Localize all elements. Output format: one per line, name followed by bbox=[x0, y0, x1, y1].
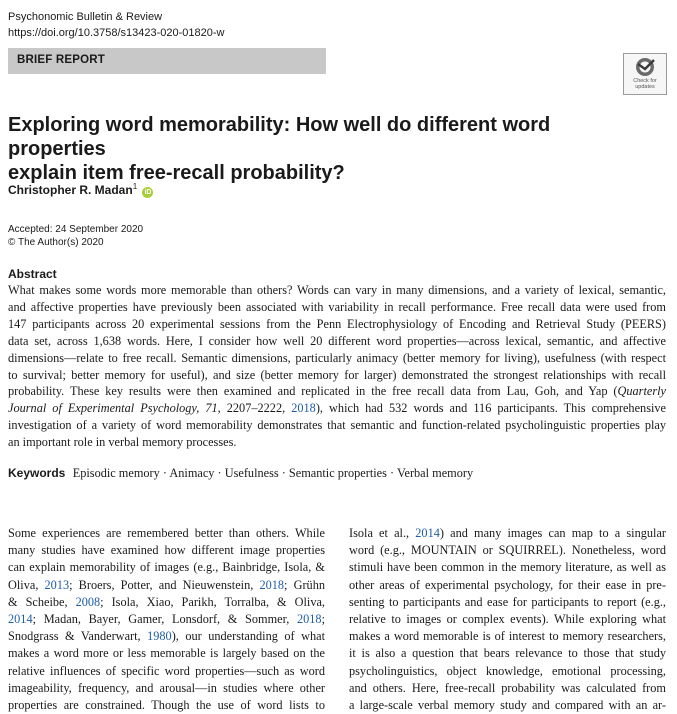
body-line: Some experiences are remembered better than others. While bbox=[8, 526, 325, 540]
orcid-icon[interactable]: iD bbox=[144, 189, 152, 196]
citation-link[interactable]: 2014 bbox=[8, 612, 33, 627]
accepted-date: Accepted: 24 September 2020 bbox=[8, 224, 144, 235]
check-for-updates-badge[interactable] bbox=[623, 53, 667, 95]
citation-link[interactable]: 2013 bbox=[44, 577, 70, 592]
journal-italic: Journal of Experimental Psychology, 71 bbox=[8, 401, 218, 416]
body-line: makes a word more or less memorable is largely based on the bbox=[8, 646, 325, 661]
keyword: Episodic memory bbox=[72, 466, 160, 480]
body-line: properties are constrained. Though the use of word lists to bbox=[8, 698, 325, 713]
abstract-line: dimensions—relate to free recall. Semantic dimensions, particularly animacy (better memory for living), usefulness (with respect bbox=[8, 350, 666, 365]
keywords-label: Keywords bbox=[8, 466, 66, 480]
body-line: stimuli have been common in the memory literature, as well as bbox=[349, 560, 666, 575]
keyword: Usefulness bbox=[224, 466, 279, 480]
body-line: relative influences of specific word properties—such as word bbox=[8, 663, 325, 678]
report-type-band bbox=[8, 48, 326, 74]
author-name[interactable]: Christopher R. Madan bbox=[8, 183, 133, 197]
body-line: Isola et al., 2014) and many images can map to a singular bbox=[349, 526, 666, 540]
doi-link[interactable]: https://doi.org/10.3758/s13423-020-01820-w bbox=[8, 27, 225, 39]
abstract-line: an important role in verbal memory processes. bbox=[8, 435, 237, 450]
body-line: a large-scale verbal memory study and compared with an ar- bbox=[349, 698, 666, 713]
body-line: other areas of experimental psychology, for their ease in pre- bbox=[349, 577, 666, 592]
body-line: makes a word memorable is of interest to memory researchers, bbox=[349, 629, 666, 644]
body-line: & Scheibe, 2008; Isola, Xiao, Parikh, Torralba, & Oliva, bbox=[8, 594, 326, 609]
body-column-left bbox=[8, 525, 325, 714]
abstract-heading: Abstract bbox=[8, 267, 57, 281]
citation-link[interactable]: 2008 bbox=[75, 594, 101, 609]
article-dates bbox=[8, 223, 143, 249]
keyword: Semantic properties bbox=[288, 466, 387, 480]
abstract-line: What makes some words more memorable than others? Words can vary in many dimensions, and a variety of lexical, semantic, bbox=[8, 283, 666, 297]
body-line: many studies have examined how different image properties bbox=[8, 543, 325, 558]
body-line: imageability, frequency, and arousal—in studies where other bbox=[8, 680, 325, 695]
abstract-line: to survival; better memory for useful), and size (better memory for larger) demonstrated the strongest relationships with recall bbox=[8, 367, 666, 382]
abstract-line: data set, across 1,638 words. Here, I consider how well 20 different word properties—across lexical, semantic, and affective bbox=[8, 333, 666, 348]
body-line: and others. Here, free-recall probability was calculated from bbox=[349, 680, 666, 695]
copyright-notice: © The Author(s) 2020 bbox=[8, 237, 104, 248]
abstract-line: 147 participants across 20 experimental sessions from the Penn Electrophysiology of Encoding and Retrieval Study (PEERS) bbox=[8, 316, 666, 331]
body-line: relative to images or complex events). While exploring what bbox=[349, 612, 666, 627]
body-line: Oliva, 2013; Broers, Potter, and Nieuwenstein, 2018; Grühn bbox=[8, 577, 325, 592]
abstract-line: probability. These key results were then examined and replicated in the free recall data from Lau, Goh, and Yap (Quarterly bbox=[8, 384, 666, 399]
abstract-line: investigation of a variety of word memorability demonstrates that semantic and function-related psycholinguistic properties play bbox=[8, 418, 666, 433]
keyword: Verbal memory bbox=[396, 466, 474, 480]
body-line: 2014; Madan, Bayer, Gamer, Lonsdorf, & Sommer, 2018; bbox=[8, 612, 325, 627]
citation-link[interactable]: 1980 bbox=[147, 629, 172, 644]
citation-link[interactable]: 2014 bbox=[415, 526, 440, 540]
article-title bbox=[8, 113, 648, 185]
body-line: word (e.g., MOUNTAIN or SQUIRREL). Nonetheless, word bbox=[349, 543, 666, 558]
citation-link[interactable]: 2018 bbox=[259, 577, 285, 592]
body-line: psycholinguistics, object knowledge, emotional processing, bbox=[349, 663, 666, 678]
author-line bbox=[8, 182, 153, 198]
title-line-1: Exploring word memorability: How well do different word properties bbox=[8, 114, 551, 160]
journal-header bbox=[8, 9, 225, 41]
abstract-line: Journal of Experimental Psychology, 71, 2207–2222, 2018), which had 532 words and 116 participants. This comprehensive bbox=[8, 401, 666, 416]
check-updates-text: Check for updates bbox=[633, 78, 657, 90]
title-line-2: explain item free-recall probability? bbox=[8, 162, 345, 184]
citation-link[interactable]: 2018 bbox=[291, 401, 316, 416]
keyword: Animacy bbox=[169, 466, 215, 480]
affiliation-mark[interactable]: 1 bbox=[132, 182, 138, 191]
journal-italic: Quarterly bbox=[617, 384, 666, 399]
body-column-right bbox=[349, 525, 666, 714]
report-type-label: BRIEF REPORT bbox=[17, 54, 106, 66]
abstract-line: and affective properties have previously been associated with variability in recall performance. Free recall data were used from bbox=[8, 299, 666, 314]
abstract-body bbox=[8, 282, 666, 451]
body-line: it is also a question that bears relevance to those that study bbox=[349, 646, 666, 661]
body-line: Snodgrass & Vanderwart, 1980), our understanding of what bbox=[8, 629, 325, 644]
journal-name: Psychonomic Bulletin & Review bbox=[8, 11, 163, 23]
body-line: can explain memorability of images (e.g., Bainbridge, Isola, & bbox=[8, 560, 325, 575]
check-updates-icon bbox=[634, 57, 656, 77]
citation-link[interactable]: 2018 bbox=[296, 612, 322, 627]
keywords-line: Keywords Episodic memory · Animacy · Usefulness · Semantic properties · Verbal memory bbox=[8, 466, 474, 480]
body-line: senting to participants and ease for participants to report (e.g., bbox=[349, 594, 666, 609]
